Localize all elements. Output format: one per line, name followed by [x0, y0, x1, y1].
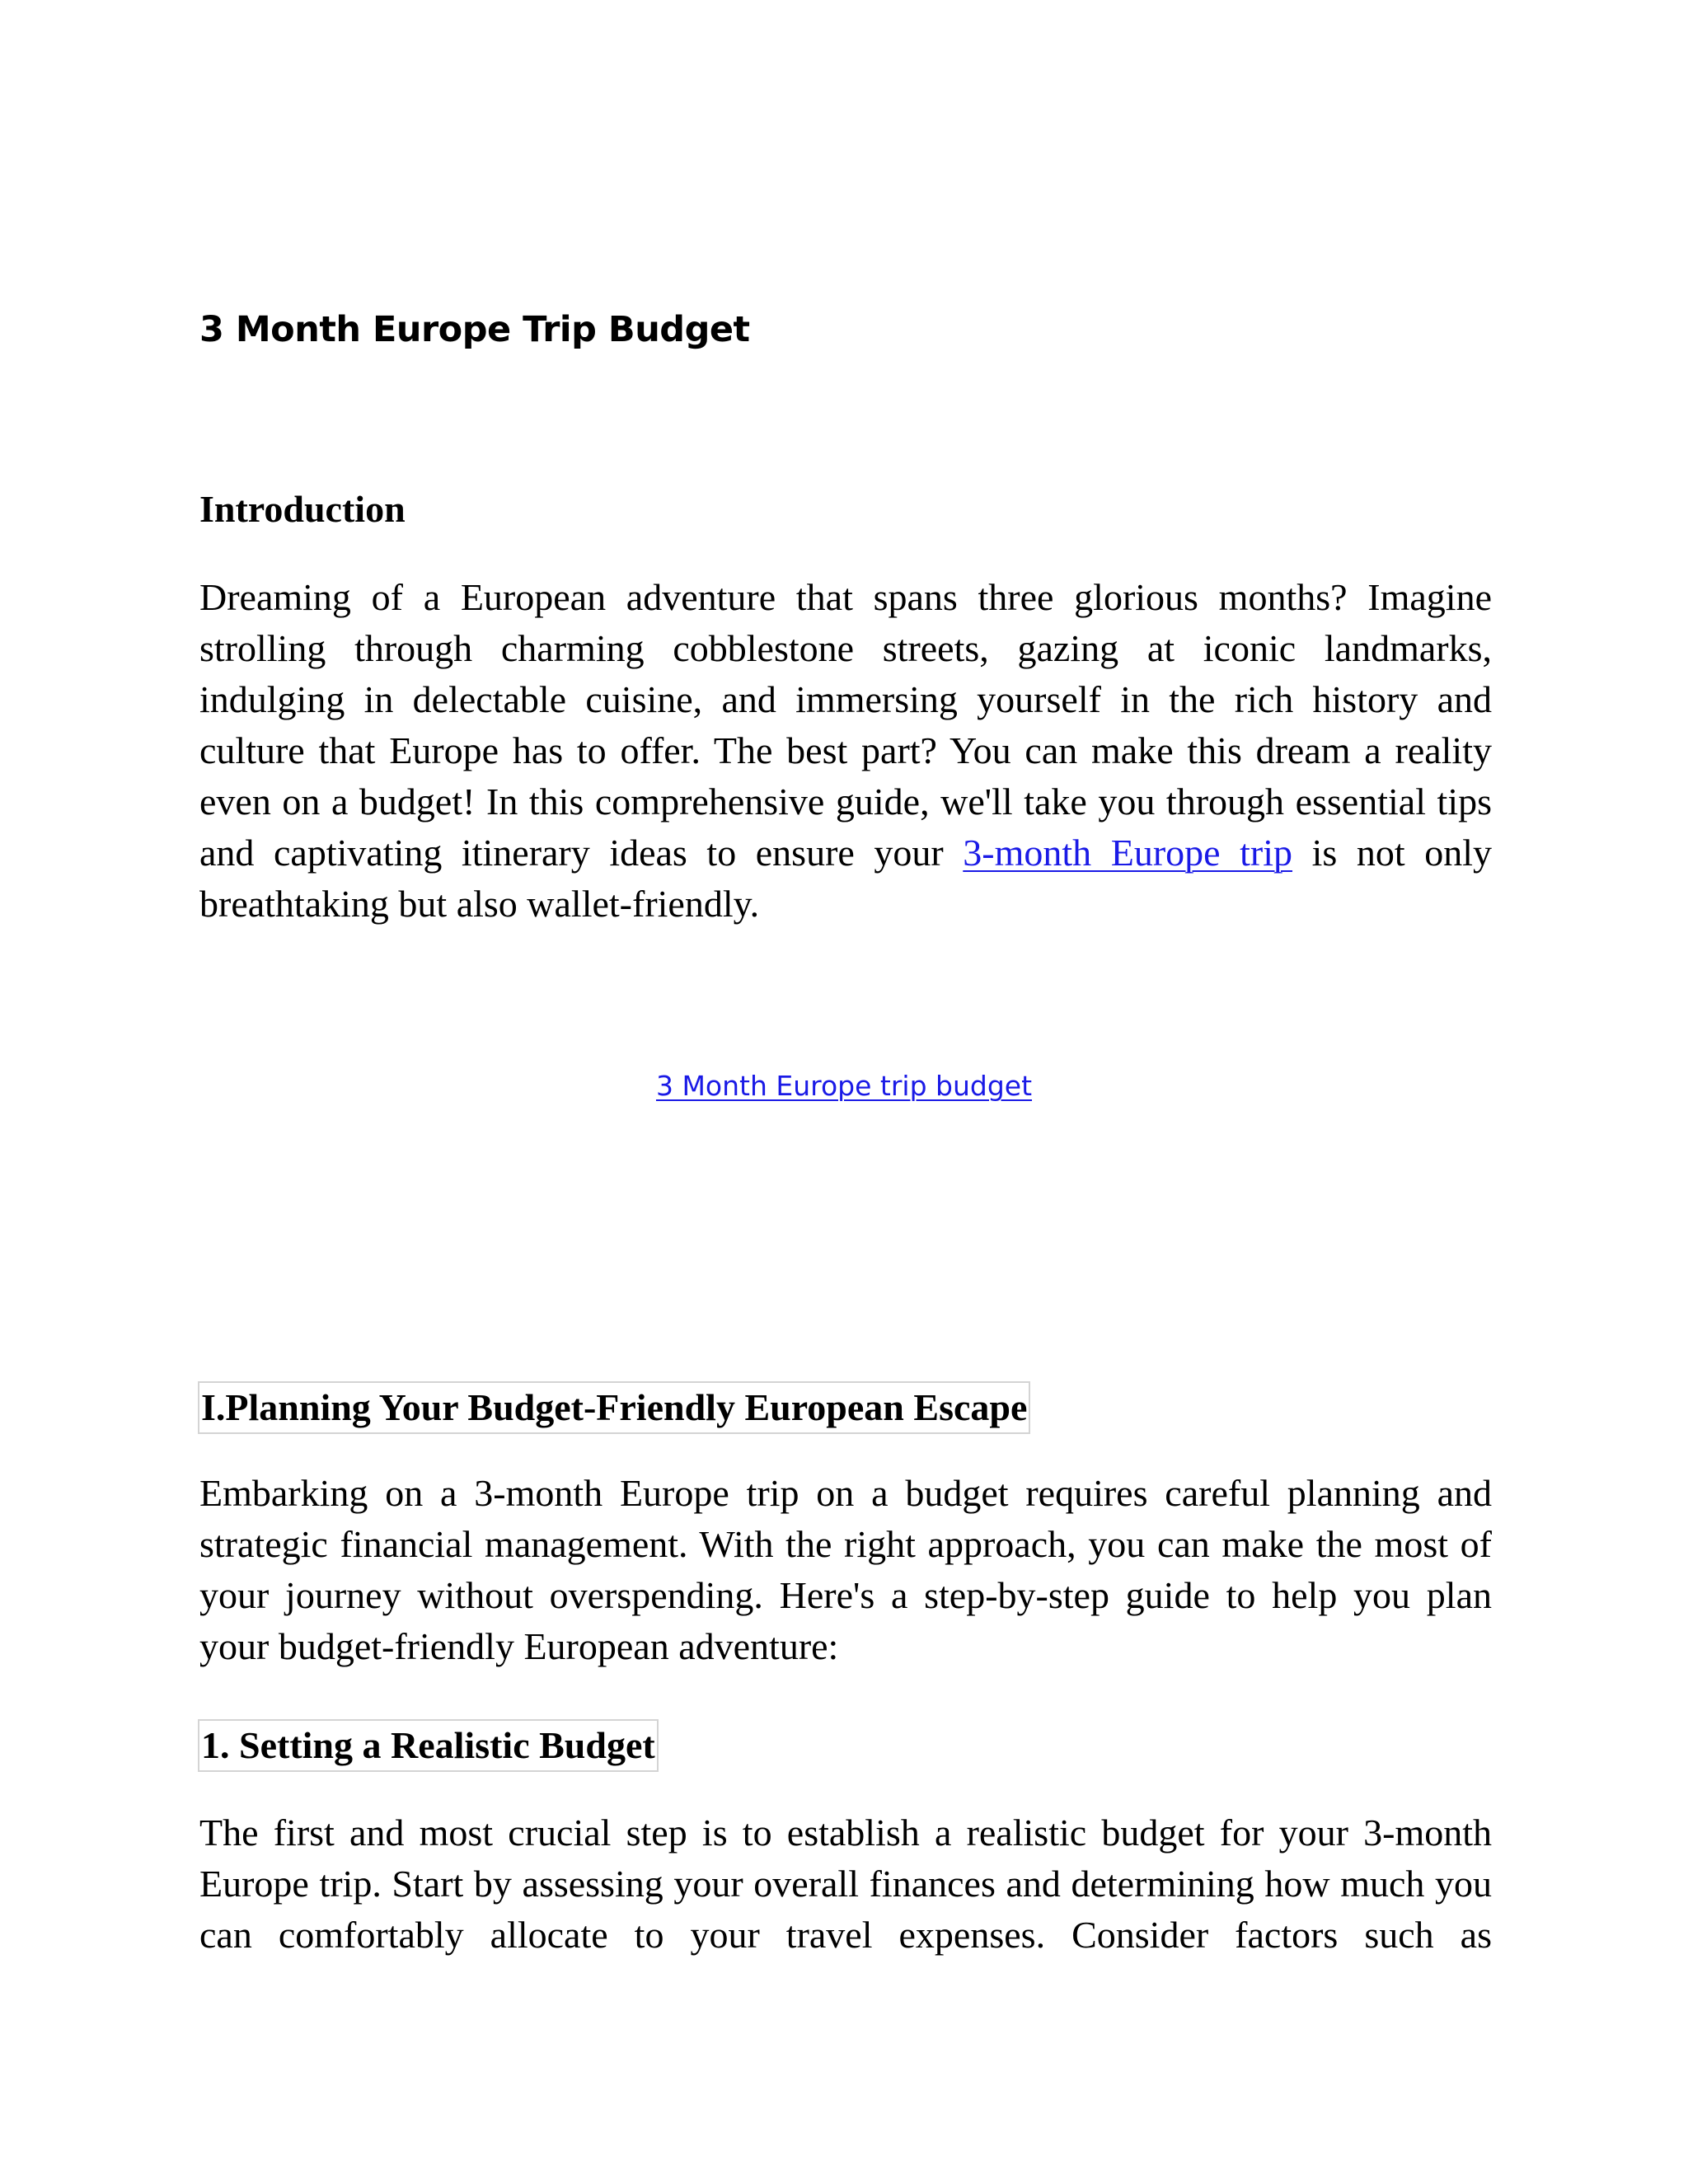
document-title: 3 Month Europe Trip Budget: [199, 309, 750, 350]
introduction-text-end: is not only breathtaking but also wallet-friendly.: [199, 832, 1492, 925]
section-1-heading: I.Planning Your Budget-Friendly European Escape: [198, 1381, 1030, 1434]
section-1-paragraph: Embarking on a 3-month Europe trip on a budget requires careful planning and strategic financial management. With the right approach, you can make the most of your journey without overspending. Here's a step-by-step guide to help you plan your budget-friendly European adventure:: [199, 1472, 1492, 1667]
subsection-1-heading: 1. Setting a Realistic Budget: [198, 1719, 659, 1772]
introduction-paragraph: [199, 572, 1492, 930]
introduction-heading: Introduction: [199, 488, 406, 530]
image-placeholder-link[interactable]: 3 Month Europe trip budget: [655, 1070, 1033, 1102]
introduction-text-start: Dreaming of a European adventure that spans three glorious months? Imagine strolling through charming cobblestone streets, gazing at iconic landmarks, indulging in delectable cuisine, and immersing yourself in the rich history and culture that Europe has to offer. The best part? You can make this dream a reality even on a budget! In this comprehensive guide, we'll take you through essential tips and captivating itinerary ideas to ensure your: [199, 576, 1492, 874]
image-link-container: [0, 1068, 1688, 1104]
three-month-europe-trip-link[interactable]: 3-month Europe trip: [963, 832, 1293, 874]
subsection-1-paragraph: The first and most crucial step is to establish a realistic budget for your 3-month Europe trip. Start by assessing your overall finances and determining how much you can comfortably allocate to your travel expenses. Consider factors such as: [199, 1811, 1492, 1956]
